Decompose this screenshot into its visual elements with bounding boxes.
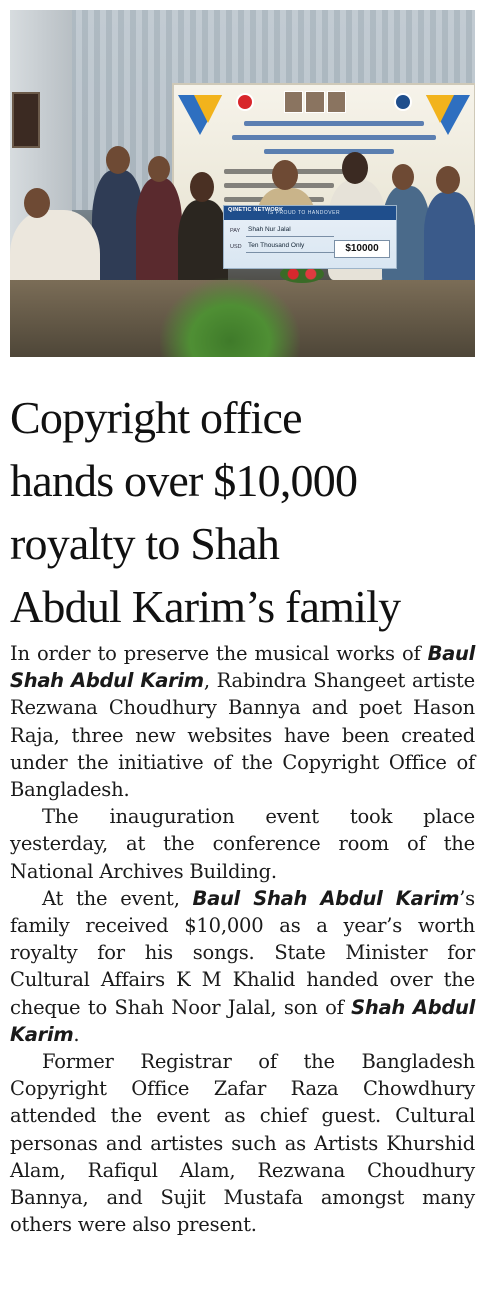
banner-text-line bbox=[244, 121, 424, 126]
person-head bbox=[272, 160, 298, 190]
person-head bbox=[148, 156, 170, 182]
cheque-brand: QINETIC NETWORK bbox=[228, 207, 284, 213]
person-head bbox=[106, 146, 130, 174]
cheque-slogan: IS PROUD TO HANDOVER bbox=[268, 210, 341, 216]
paragraph-3 bbox=[10, 885, 475, 1048]
cheque-line bbox=[246, 236, 334, 237]
banner-text-line bbox=[232, 135, 436, 140]
person-head bbox=[190, 172, 214, 202]
headline-line: royalty to Shah bbox=[10, 518, 280, 569]
person-head bbox=[342, 152, 368, 184]
banner-logo-icon bbox=[394, 93, 412, 111]
banner-text-line bbox=[264, 149, 394, 154]
paragraph-4: Former Registrar of the Bangladesh Copyright Office Zafar Raza Chowdhury attended the event as chief guest. Cultural personas and artistes such as Artists Khurshid Alam, Rafiqul Alam, Rezwana Choudhury Bannya, and Sujit Mustafa amongst many others were also present. bbox=[10, 1050, 475, 1237]
cheque-amount-words: Ten Thousand Only bbox=[248, 242, 305, 249]
person-figure bbox=[424, 192, 475, 292]
cheque-line bbox=[246, 252, 334, 253]
person-head bbox=[436, 166, 460, 194]
text-run: , Rabindra Shangeet artiste Rezwana Choudhury Bannya and poet Hason Raja, three new websites have been created under the initiative of the Copyright Office of Bangladesh. bbox=[10, 669, 475, 802]
person-figure bbox=[136, 178, 182, 288]
banner-triangle-yellow-left bbox=[194, 95, 222, 123]
paragraph-2: The inauguration event took place yesterday, at the conference room of the National Archives Building. bbox=[10, 805, 475, 883]
text-run: At the event, bbox=[42, 886, 193, 910]
photo-wall-frame bbox=[12, 92, 40, 148]
name-emphasis: Baul Shah Abdul Karim bbox=[192, 886, 460, 910]
cheque-amount: $10000 bbox=[334, 240, 390, 258]
text-run: ’s family received $10,000 as a year’s worth royalty for his songs. State Minister for Cultural Affairs K M Khalid handed over the cheque to Shah Noor Jalal, son of bbox=[10, 886, 475, 1019]
article-photo bbox=[10, 10, 475, 357]
text-run: In order to preserve the musical works of bbox=[10, 642, 428, 665]
headline bbox=[10, 386, 480, 638]
headline-line: hands over $10,000 bbox=[10, 455, 358, 506]
person-head bbox=[24, 188, 50, 218]
headline-line: Copyright office bbox=[10, 392, 302, 443]
banner-portraits bbox=[284, 91, 346, 113]
display-cheque bbox=[223, 205, 397, 269]
name-emphasis: Shah Abdul Karim bbox=[10, 995, 475, 1046]
headline-line: Abdul Karim’s family bbox=[10, 581, 401, 632]
cheque-pay-label: PAY bbox=[230, 228, 241, 234]
person-head bbox=[392, 164, 414, 190]
cheque-usd-label: USD bbox=[230, 244, 242, 250]
text-run: . bbox=[73, 1022, 80, 1046]
cheque-payee: Shah Nur Jalal bbox=[248, 226, 291, 233]
table-plant bbox=[160, 278, 300, 357]
banner-logo-icon bbox=[236, 93, 254, 111]
paragraph-1 bbox=[10, 640, 475, 803]
banner-triangle-yellow-right bbox=[426, 95, 454, 123]
article-body bbox=[10, 640, 475, 1238]
name-emphasis: Baul Shah Abdul Karim bbox=[10, 642, 475, 693]
